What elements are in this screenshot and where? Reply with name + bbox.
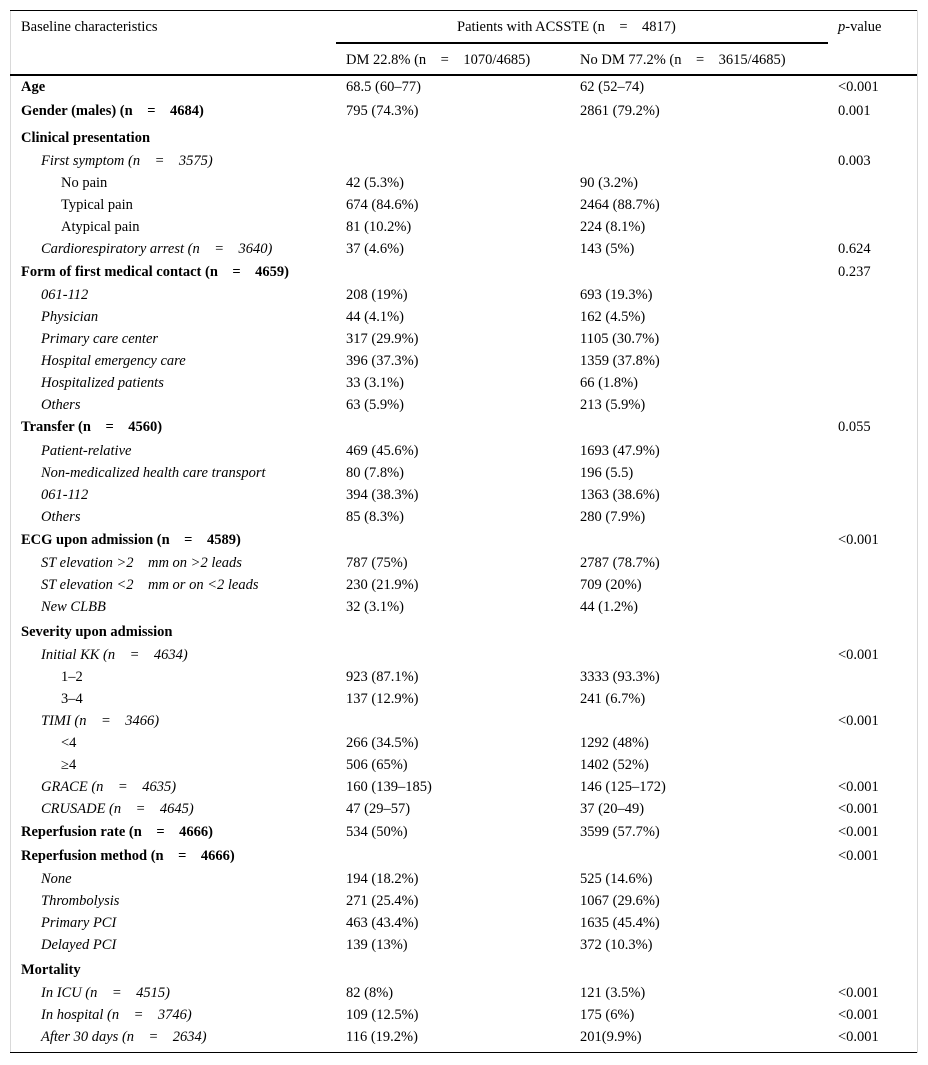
cell-dm-value: 63 (5.9%) (346, 397, 404, 413)
row-label: Transfer (n = 4560) (21, 419, 163, 435)
cell-dm-value: 208 (19%) (346, 287, 408, 303)
row-label: ≥4 (61, 757, 77, 773)
cell-no-dm-value: 709 (20%) (580, 577, 642, 593)
cell-no-dm-value: 1359 (37.8%) (580, 353, 660, 369)
row-label: TIMI (n = 3466) (41, 713, 160, 729)
cell-dm-value: 139 (13%) (346, 937, 408, 953)
header-baseline-characteristics: Baseline characteristics (21, 19, 158, 35)
row-label: ECG upon admission (n = 4589) (21, 532, 241, 548)
row-label: Mortality (21, 962, 81, 978)
cell-no-dm-value: 143 (5%) (580, 241, 635, 257)
cell-no-dm-value: 44 (1.2%) (580, 599, 638, 615)
row-label: Gender (males) (n = 4684) (21, 103, 204, 119)
row-label: Delayed PCI (41, 937, 117, 953)
row-label: <4 (61, 735, 77, 751)
cell-dm-value: 116 (19.2%) (346, 1029, 418, 1045)
cell-no-dm-value: 1693 (47.9%) (580, 443, 660, 459)
row-label: Primary care center (41, 331, 159, 347)
cell-dm-value: 463 (43.4%) (346, 915, 419, 931)
cell-no-dm-value: 241 (6.7%) (580, 691, 646, 707)
row-label: Age (21, 79, 46, 95)
cell-p-value: <0.001 (838, 779, 879, 795)
cell-no-dm-value: 201(9.9%) (580, 1029, 642, 1045)
cell-dm-value: 266 (34.5%) (346, 735, 419, 751)
cell-p-value: 0.237 (838, 264, 871, 280)
cell-no-dm-value: 1067 (29.6%) (580, 893, 660, 909)
row-label: Reperfusion rate (n = 4666) (21, 824, 213, 840)
row-label: GRACE (n = 4635) (41, 779, 177, 795)
cell-no-dm-value: 1105 (30.7%) (580, 331, 660, 347)
header-no-dm-column: No DM 77.2% (n = 3615/4685) (580, 52, 786, 68)
cell-dm-value: 469 (45.6%) (346, 443, 419, 459)
cell-dm-value: 42 (5.3%) (346, 175, 404, 191)
row-label: Non-medicalized health care transport (41, 465, 266, 481)
row-label: Atypical pain (61, 219, 140, 235)
row-label: 061-112 (41, 487, 89, 503)
cell-dm-value: 506 (65%) (346, 757, 408, 773)
cell-no-dm-value: 3599 (57.7%) (580, 824, 660, 840)
cell-dm-value: 68.5 (60–77) (346, 79, 421, 95)
cell-dm-value: 44 (4.1%) (346, 309, 404, 325)
cell-no-dm-value: 3333 (93.3%) (580, 669, 660, 685)
row-label: Reperfusion method (n = 4666) (21, 848, 235, 864)
cell-dm-value: 534 (50%) (346, 824, 408, 840)
cell-no-dm-value: 2861 (79.2%) (580, 103, 660, 119)
cell-no-dm-value: 213 (5.9%) (580, 397, 646, 413)
cell-no-dm-value: 196 (5.5) (580, 465, 634, 481)
cell-no-dm-value: 1402 (52%) (580, 757, 649, 773)
table-top-rule (10, 10, 917, 11)
cell-dm-value: 82 (8%) (346, 985, 394, 1001)
cell-p-value: <0.001 (838, 848, 879, 864)
table-bottom-rule (10, 1052, 917, 1053)
cell-no-dm-value: 280 (7.9%) (580, 509, 646, 525)
cell-dm-value: 32 (3.1%) (346, 599, 404, 615)
group-header-rule (336, 42, 828, 44)
cell-dm-value: 137 (12.9%) (346, 691, 419, 707)
cell-no-dm-value: 1292 (48%) (580, 735, 649, 751)
row-label: ST elevation >2 mm on >2 leads (41, 555, 242, 571)
cell-no-dm-value: 37 (20–49) (580, 801, 645, 817)
cell-no-dm-value: 62 (52–74) (580, 79, 645, 95)
cell-no-dm-value: 90 (3.2%) (580, 175, 638, 191)
cell-no-dm-value: 2787 (78.7%) (580, 555, 660, 571)
cell-p-value: <0.001 (838, 985, 879, 1001)
cell-no-dm-value: 66 (1.8%) (580, 375, 638, 391)
row-label: First symptom (n = 3575) (41, 153, 213, 169)
cell-dm-value: 109 (12.5%) (346, 1007, 419, 1023)
cell-no-dm-value: 1363 (38.6%) (580, 487, 660, 503)
row-label: New CLBB (41, 599, 106, 615)
cell-dm-value: 81 (10.2%) (346, 219, 412, 235)
row-label: Others (41, 397, 81, 413)
cell-no-dm-value: 121 (3.5%) (580, 985, 646, 1001)
cell-p-value: 0.001 (838, 103, 871, 119)
cell-dm-value: 160 (139–185) (346, 779, 432, 795)
row-label: In hospital (n = 3746) (41, 1007, 192, 1023)
cell-dm-value: 85 (8.3%) (346, 509, 404, 525)
row-label: Primary PCI (41, 915, 117, 931)
cell-p-value: <0.001 (838, 801, 879, 817)
row-label: None (41, 871, 72, 887)
cell-dm-value: 194 (18.2%) (346, 871, 419, 887)
cell-dm-value: 80 (7.8%) (346, 465, 404, 481)
cell-no-dm-value: 1635 (45.4%) (580, 915, 660, 931)
row-label: Others (41, 509, 81, 525)
cell-no-dm-value: 2464 (88.7%) (580, 197, 660, 213)
cell-no-dm-value: 146 (125–172) (580, 779, 666, 795)
row-label: No pain (61, 175, 108, 191)
cell-dm-value: 394 (38.3%) (346, 487, 419, 503)
row-label: Typical pain (61, 197, 133, 213)
cell-no-dm-value: 224 (8.1%) (580, 219, 646, 235)
cell-no-dm-value: 162 (4.5%) (580, 309, 646, 325)
header-p-value (838, 18, 881, 36)
cell-p-value: <0.001 (838, 824, 879, 840)
cell-dm-value: 396 (37.3%) (346, 353, 419, 369)
row-label: 3–4 (61, 691, 83, 707)
row-label: Physician (41, 309, 99, 325)
cell-p-value: <0.001 (838, 532, 879, 548)
row-label: 1–2 (61, 669, 83, 685)
row-label: Cardiorespiratory arrest (n = 3640) (41, 241, 273, 257)
cell-p-value: 0.055 (838, 419, 871, 435)
cell-dm-value: 37 (4.6%) (346, 241, 404, 257)
cell-no-dm-value: 175 (6%) (580, 1007, 635, 1023)
cell-no-dm-value: 525 (14.6%) (580, 871, 653, 887)
cell-p-value: <0.001 (838, 79, 879, 95)
row-label: Clinical presentation (21, 130, 151, 146)
cell-dm-value: 923 (87.1%) (346, 669, 419, 685)
row-label: Form of first medical contact (n = 4659) (21, 264, 289, 280)
cell-dm-value: 33 (3.1%) (346, 375, 404, 391)
row-label: Hospital emergency care (41, 353, 186, 369)
cell-dm-value: 795 (74.3%) (346, 103, 419, 119)
row-label: In ICU (n = 4515) (41, 985, 170, 1001)
row-label: CRUSADE (n = 4645) (41, 801, 194, 817)
header-p-italic: p (838, 19, 846, 35)
cell-p-value: 0.003 (838, 153, 871, 169)
cell-p-value: <0.001 (838, 713, 879, 729)
row-label: 061-112 (41, 287, 89, 303)
cell-dm-value: 787 (75%) (346, 555, 408, 571)
cell-dm-value: 47 (29–57) (346, 801, 411, 817)
row-label: ST elevation <2 mm or on <2 leads (41, 577, 259, 593)
cell-dm-value: 271 (25.4%) (346, 893, 419, 909)
row-label: After 30 days (n = 2634) (41, 1029, 207, 1045)
row-label: Hospitalized patients (41, 375, 164, 391)
row-label: Initial KK (n = 4634) (41, 647, 188, 663)
header-bottom-rule (10, 74, 917, 76)
row-label: Thrombolysis (41, 893, 120, 909)
row-label: Patient-relative (41, 443, 132, 459)
cell-no-dm-value: 693 (19.3%) (580, 287, 653, 303)
cell-dm-value: 317 (29.9%) (346, 331, 419, 347)
header-dm-column: DM 22.8% (n = 1070/4685) (346, 52, 531, 68)
cell-no-dm-value: 372 (10.3%) (580, 937, 653, 953)
cell-p-value: <0.001 (838, 1029, 879, 1045)
cell-dm-value: 674 (84.6%) (346, 197, 419, 213)
header-p-suffix: -value (845, 19, 882, 35)
cell-dm-value: 230 (21.9%) (346, 577, 419, 593)
row-label: Severity upon admission (21, 624, 173, 640)
cell-p-value: <0.001 (838, 1007, 879, 1023)
cell-p-value: <0.001 (838, 647, 879, 663)
cell-p-value: 0.624 (838, 241, 871, 257)
header-patients-acsste: Patients with ACSSTE (n = 4817) (457, 19, 676, 35)
